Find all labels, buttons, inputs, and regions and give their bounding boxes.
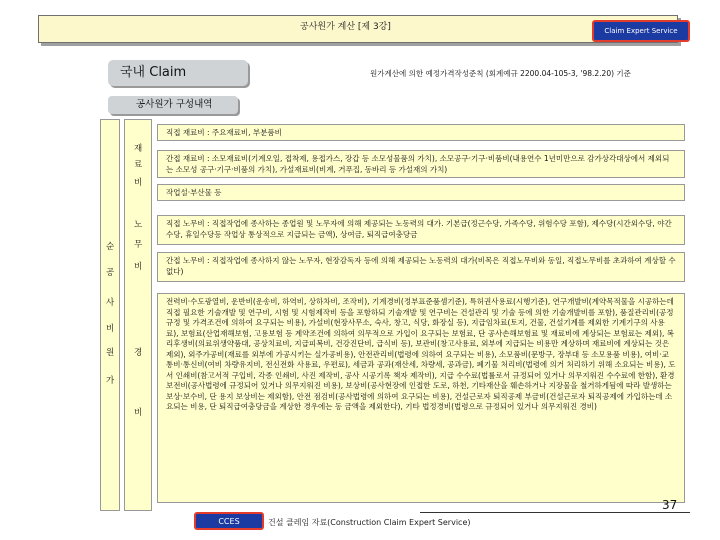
labor-char: 노 [134,220,143,230]
expense-row [157,293,685,503]
section-title: 공사원가 구성내역 [108,96,238,114]
scrap-row [157,184,685,201]
brand-badge: Claim Expert Service [592,20,690,42]
direct-labor-text: 직접 노무비 : 직접작업에 종사하는 종업원 및 노무자에 의해 제공되는 노동력의 대가. 기본급(정근수당, 가족수당, 위험수당 포함), 제수당(시간외수당, 야간수당, 휴일수당등 작업상 통상적으로 지급되는 금액), 상여금, 퇴직급여충당금 [166,219,672,239]
page-number: 37 [662,498,678,512]
left-char: 공 [106,268,115,278]
direct-material-text: 직접 재료비 : 주요재료비, 부분품비 [166,128,282,137]
category-column [124,119,152,511]
material-char: 재 [134,144,143,154]
footer-text: 건설 클레임 자료(Construction Claim Expert Service) [268,518,471,527]
labor-char: 무 [134,240,143,250]
indirect-labor-row [157,252,685,282]
indirect-labor-text: 간접 노무비 : 직접작업에 종사하지 않는 노무자, 현장감독자 등에 의해 제공되는 노동력의 대가(비목은 직접노무비와 동일, 직접노무비를 초과하여 계상할 수 없다) [166,256,676,276]
scrap-text: 작업설·부산물 등 [166,188,222,197]
cces-badge: CCES [194,512,264,530]
expense-char: 경 [134,348,143,358]
footer-divider [420,512,690,513]
left-char: 순 [106,242,115,252]
labor-char: 비 [134,262,143,272]
expense-text: 전력비·수도광열비, 운반비(운송비, 하역비, 상하차비, 조작비), 기계경비(정부표준품셈기준), 특허권사용료(시행기준), 연구개발비(계약목적물을 시공하는데 직접 필요한 기술개발 및 연구비, 시험 및 시험제작비 등을 포함하되 기술개발 및 연구비는 건설관리 및 기술 등에 의한 기술개발비를 포함), 품질관리비(공정 규정 및 가격조건에 의하여 요구되는 비용), 가설비(현장사무소, 숙사, 창고, 식당, 화장실 등), 지급임차료(토지, 건물, 건설기계를 제외한 기계기구의 사용료), 보험료(산업재해보험, 고용보험 등 계약조건에 의하여 의무적으로 가입이 요구되는 보험료, 단 공사손해보험료 및 재료비에 계상되는 보험료는 제외), 복리후생비(의료위생약품대, 공상치료비, 지급피복비, 건강진단비, 급식비 등), 보관비(창고사용료, 외부에 지급되는 비용만 계상하며 재료비에 계상되는 것은 제외), 외주가공비(재료를 외부에 가공시키는 실가공비용), 안전관리비(법령에 의하여 요구되는 비용), 소모품비(문방구, 장부대 등 소모용품 비용), 여비·교통비·통신비(여비 차량유지비, 전신전화 사용료, 우편료), 세금과 공과(재산세, 차량세, 공과금), 폐기물 처리비(법령에 의거 처리하기 위해 소요되는 비용), 도서 인쇄비(참고서적 구입비, 각종 인쇄비, 사진 제작비, 공사 시공기록 책자 제작비), 지급 수수료(법률로서 규정되어 있거나 의무지워진 수수료에 한함), 환경보전비(공사법령에 규정되어 있거나 의무지워진 비용), 보상비(공사현장에 인접한 도로, 하천, 기타재산을 훼손하거나 지장물을 철거하게됨에 따라 발생하는 보상·보수비, 단 용지 보상비는 제외함), 안전 점검비(공사법령에 의하여 요구되는 비용), 건설근로자 퇴직공제 부금비(건설근로자 퇴직공제에 가입하는데 소요되는 비용, 단 퇴직급여충당금을 계상한 경우에는 동 금액을 제외한다), 기타 법정경비(법령으로 규정되어 있거나 의무지워진 경비) [166,297,676,411]
basis-note: 원가계산에 의한 예정가격작성준칙 (회계예규 2200.04-105-3, '98.2.20) 기준 [370,69,631,78]
page-title: 공사원가 계산 [제 3강] [300,22,391,32]
total-cost-column [100,119,120,511]
claim-label: 국내 Claim [108,60,248,86]
left-char: 비 [106,324,115,334]
left-char: 원 [106,348,115,358]
direct-material-row [157,124,685,141]
indirect-material-row [157,150,685,178]
expense-char: 비 [134,408,143,418]
material-char: 료 [134,160,143,170]
direct-labor-row [157,215,685,245]
left-char: 가 [106,376,115,386]
indirect-material-text: 간접 재료비 : 소모재료비(기계오일, 접착제, 용접가스, 장갑 등 소모성물품의 가치), 소모공구·기구·비품비(내용연수 1년미만으로 감가상각대상에서 제외되는 소모성 공구·기구·비품의 가치), 가설재료비(비계, 거푸집, 동바리 등 가설재의 가치) [166,154,670,174]
material-char: 비 [134,178,143,188]
left-char: 사 [106,298,115,308]
